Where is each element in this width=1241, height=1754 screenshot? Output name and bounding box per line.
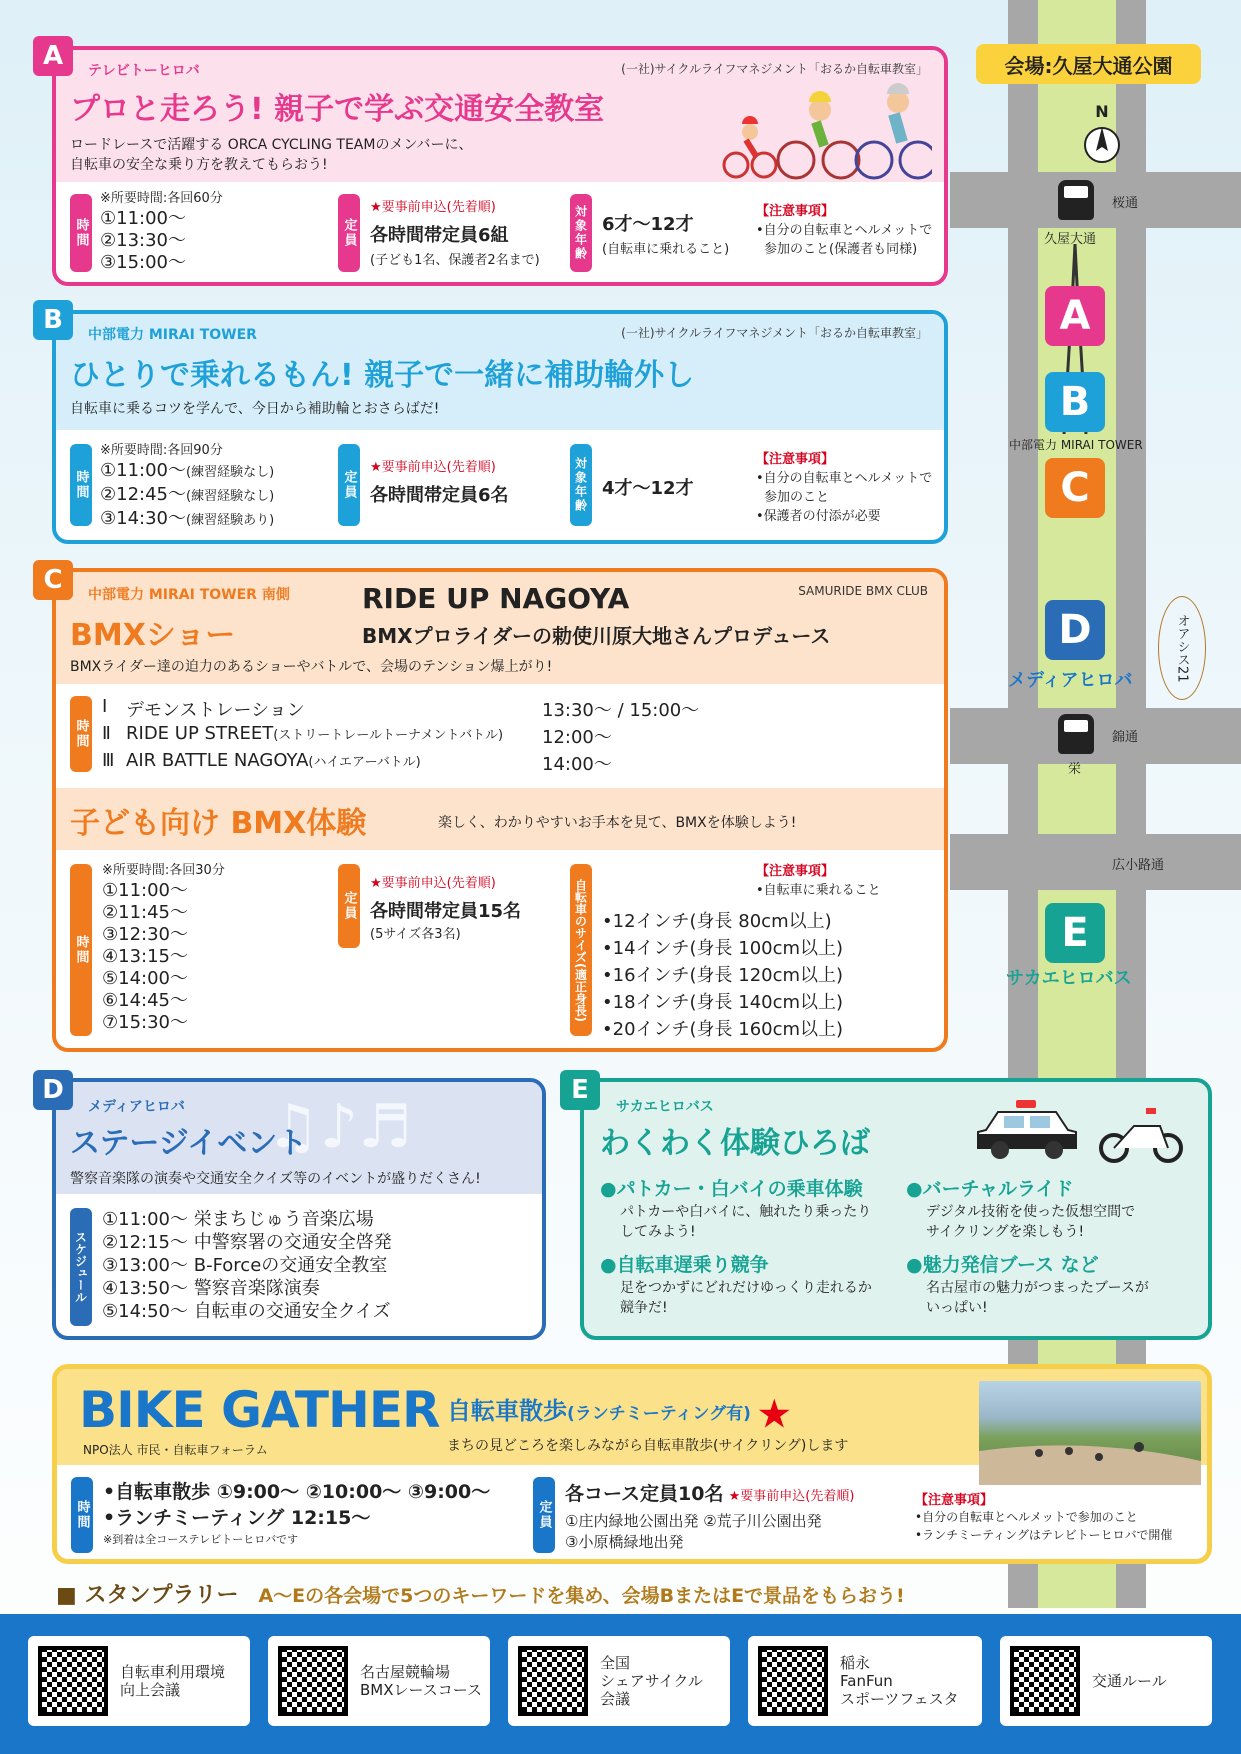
bike-note bbox=[915, 1489, 1172, 1544]
schedule-item: ④13:50〜 警察音楽隊演奏 bbox=[102, 1278, 320, 1299]
section-c-time: ⑤14:00〜 bbox=[102, 968, 189, 989]
map-road-hirokoji bbox=[950, 834, 1241, 890]
section-c-cap-sub: (5サイズ各3名) bbox=[370, 927, 461, 942]
map-label-hirokoji: 広小路通 bbox=[1112, 858, 1165, 873]
music-notes-icon: ♫♪♬ bbox=[266, 1092, 412, 1162]
qr-label: 稲永 FanFun スポーツフェスタ bbox=[840, 1654, 959, 1708]
section-c-lead: BMXライダー達の迫力のあるショーやバトルで、会場のテンション爆上がり! bbox=[70, 659, 553, 675]
section-d-lead: 警察音楽隊の演奏や交通安全クイズ等のイベントが盛りだくさん! bbox=[70, 1171, 481, 1187]
section-c-cap-tag: 定員 bbox=[338, 864, 360, 948]
map-pin-d: D bbox=[1045, 600, 1105, 660]
qr-label: 交通ルール bbox=[1092, 1672, 1167, 1690]
bike-time-1: •自転車散歩 ①9:00〜 ②10:00〜 ③9:00〜 bbox=[103, 1481, 491, 1503]
section-c-duration: ※所要時間:各回30分 bbox=[102, 863, 225, 878]
qr-label: 自転車利用環境 向上会議 bbox=[120, 1663, 226, 1699]
section-c-time: ④13:15〜 bbox=[102, 946, 189, 967]
size-item: •12インチ(身長 80cm以上) bbox=[602, 911, 832, 932]
section-e-title: わくわく体験ひろば bbox=[600, 1126, 870, 1161]
section-b-time-tag: 時間 bbox=[70, 444, 92, 526]
section-c-cap-value: 各時間帯定員15名 bbox=[370, 901, 522, 922]
section-b-org: (一社)サイクルライフマネジメント「おるか自転車教室」 bbox=[621, 326, 928, 340]
north-label: N bbox=[1095, 102, 1109, 121]
section-c-org: SAMURIDE BMX CLUB bbox=[798, 584, 928, 598]
section-b-time-3-sub: (練習経験あり) bbox=[186, 513, 275, 528]
section-b-note-1: •自分の自転車とヘルメットで bbox=[756, 471, 933, 486]
train-icon bbox=[1058, 180, 1094, 220]
section-a-duration: ※所要時間:各回60分 bbox=[100, 191, 223, 206]
section-b-age-tag: 対象年齢 bbox=[570, 444, 592, 526]
section-c-time: ⑦15:30〜 bbox=[102, 1012, 189, 1033]
map-label-sakae: 栄 bbox=[1068, 762, 1082, 777]
map-label-hisaya: 久屋大通 bbox=[1044, 232, 1097, 247]
section-c-letter: C bbox=[33, 560, 73, 600]
section-b-time-2-sub: (練習経験なし) bbox=[186, 489, 275, 504]
qr-code-icon[interactable] bbox=[1010, 1646, 1080, 1716]
star-icon: ★ bbox=[756, 1391, 793, 1438]
section-a-times bbox=[100, 190, 223, 274]
section-a-note-head: 【注意事項】 bbox=[756, 204, 835, 219]
cycling-photo bbox=[979, 1381, 1201, 1485]
section-e-item-head: ●魅力発信ブース など bbox=[906, 1254, 1099, 1276]
section-c-kids-time-tag: 時間 bbox=[70, 864, 92, 1036]
section-c-cap-head: ★要事前申込(先着順) bbox=[370, 876, 496, 891]
schedule-item: ①11:00〜 栄まちじゅう音楽広場 bbox=[102, 1209, 374, 1230]
section-c-shows bbox=[102, 696, 882, 777]
section-c-kids-lead: 楽しく、わかりやすいお手本を見て、BMXを体験しよう! bbox=[438, 815, 797, 831]
section-b bbox=[52, 310, 948, 544]
section-d bbox=[52, 1078, 546, 1340]
section-a-cap-head: ★要事前申込(先着順) bbox=[370, 200, 496, 215]
section-a bbox=[52, 46, 948, 286]
map-oasis: オアシス21 bbox=[1158, 596, 1206, 700]
bike-course-2: ③小原橋緑地出発 bbox=[565, 1533, 684, 1551]
section-a-note bbox=[756, 200, 932, 257]
section-b-time-1: ①11:00〜 bbox=[100, 460, 187, 481]
section-b-note-3: •保護者の付添が必要 bbox=[756, 509, 881, 524]
section-d-tag: スケジュール bbox=[70, 1208, 92, 1326]
bike-cap-head: ★要事前申込(先着順) bbox=[728, 1489, 855, 1504]
show-row: Ⅲ AIR BATTLE NAGOYA(ハイエアーバトル) 14:00〜 bbox=[102, 750, 612, 775]
section-a-lead-1: ロードレースで活躍する ORCA CYCLING TEAMのメンバーに、 bbox=[70, 137, 473, 153]
bike-gather bbox=[52, 1364, 1212, 1564]
qr-code-icon[interactable] bbox=[758, 1646, 828, 1716]
bike-time-3: ※到着は全コーステレビトーヒロバです bbox=[103, 1533, 299, 1546]
section-e-venue: サカエヒロバス bbox=[616, 1099, 714, 1115]
section-b-time-3: ③14:30〜 bbox=[100, 508, 187, 529]
bike-time-2: •ランチミーティング 12:15〜 bbox=[103, 1507, 371, 1529]
schedule-item: ⑤14:50〜 自転車の交通安全クイズ bbox=[102, 1301, 391, 1322]
size-item: •16インチ(身長 120cm以上) bbox=[602, 965, 844, 986]
qr-card[interactable] bbox=[508, 1636, 730, 1726]
section-a-venue: テレビトーヒロバ bbox=[88, 63, 200, 79]
show-row: Ⅱ RIDE UP STREET(ストリートレールトーナメントバトル) 12:00〜 bbox=[102, 723, 612, 748]
section-e-item-head: ●自転車遅乗り競争 bbox=[600, 1254, 769, 1276]
section-b-note-head: 【注意事項】 bbox=[756, 452, 835, 467]
section-a-age-value: 6才〜12才 bbox=[602, 214, 694, 235]
qr-card[interactable] bbox=[1000, 1636, 1212, 1726]
section-a-age-sub: (自転車に乗れること) bbox=[602, 242, 730, 257]
section-b-cap bbox=[370, 456, 509, 507]
bike-cap-tag: 定員 bbox=[533, 1477, 555, 1553]
section-c-time: ①11:00〜 bbox=[102, 880, 189, 901]
section-b-venue: 中部電力 MIRAI TOWER bbox=[88, 327, 257, 343]
qr-card[interactable] bbox=[748, 1636, 982, 1726]
section-a-time-2: ②13:30〜 bbox=[100, 230, 187, 251]
section-d-venue: メディアヒロバ bbox=[88, 1099, 185, 1115]
bike-head-sub: (ランチミーティング有) bbox=[567, 1404, 751, 1424]
map-road-nishiki bbox=[950, 708, 1241, 764]
qr-code-icon[interactable] bbox=[518, 1646, 588, 1716]
section-c-time: ③12:30〜 bbox=[102, 924, 189, 945]
bike-note-head: 【注意事項】 bbox=[915, 1493, 994, 1508]
map-road-sakura bbox=[950, 172, 1241, 228]
section-b-cap-head: ★要事前申込(先着順) bbox=[370, 460, 496, 475]
section-c-title: BMXショー bbox=[70, 618, 236, 653]
section-d-title: ステージイベント bbox=[70, 1126, 308, 1161]
section-b-title: ひとりで乗れるもん! 親子で一緒に補助輪外し bbox=[70, 358, 695, 393]
section-b-age-value: 4才〜12才 bbox=[602, 478, 694, 499]
qr-label: 全国 シェアサイクル 会議 bbox=[600, 1654, 703, 1708]
section-c-time-tag: 時間 bbox=[70, 696, 92, 772]
police-car-icon bbox=[972, 1098, 1082, 1164]
section-e-item: ●バーチャルライド デジタル技術を使った仮想空間で サイクリングを楽しもう! bbox=[906, 1174, 1135, 1241]
stamp-label: ■ スタンプラリー bbox=[56, 1583, 239, 1608]
section-b-note bbox=[756, 448, 932, 524]
section-a-age bbox=[602, 210, 729, 257]
show-row: Ⅰ デモンストレーション 13:30〜 / 15:00〜 bbox=[102, 696, 700, 721]
section-e-letter: E bbox=[560, 1070, 600, 1110]
map-pin-b: B bbox=[1045, 372, 1105, 432]
section-a-time-3: ③15:00〜 bbox=[100, 252, 187, 273]
schedule-item: ③13:00〜 B-Forceの交通安全教室 bbox=[102, 1255, 388, 1276]
section-e bbox=[580, 1078, 1212, 1340]
qr-label: 名古屋競輪場 BMXレースコース bbox=[360, 1663, 483, 1699]
section-a-time-tag: 時間 bbox=[70, 194, 92, 272]
qr-card[interactable] bbox=[28, 1636, 250, 1726]
section-c-note-head: 【注意事項】 bbox=[756, 864, 835, 879]
qr-code-icon[interactable] bbox=[38, 1646, 108, 1716]
bike-time-tag: 時間 bbox=[71, 1477, 93, 1553]
section-c-note bbox=[756, 860, 881, 898]
schedule-item: ②12:15〜 中警察署の交通安全啓発 bbox=[102, 1232, 392, 1253]
section-a-note-1: •自分の自転車とヘルメットで bbox=[756, 223, 933, 238]
section-e-item-head: ●バーチャルライド bbox=[906, 1178, 1074, 1200]
bike-note-1: •自分の自転車とヘルメットで参加のこと bbox=[915, 1510, 1138, 1524]
size-item: •20インチ(身長 160cm以上) bbox=[602, 1019, 844, 1040]
section-e-item: ●パトカー・白バイの乗車体験 パトカーや白バイに、触れたり乗ったり してみよう! bbox=[600, 1174, 871, 1241]
qr-card[interactable] bbox=[268, 1636, 490, 1726]
section-b-time-1-sub: (練習経験なし) bbox=[186, 465, 275, 480]
stamp-text: A〜Eの各会場で5つのキーワードを集め、会場BまたはEで景品をもらおう! bbox=[258, 1585, 905, 1607]
section-c-size-tag: 自転車のサイズ(適正身長) bbox=[570, 864, 592, 1036]
section-e-item: ●自転車遅乗り競争 足をつかずにどれだけゆっくり走れるか 競争だ! bbox=[600, 1250, 872, 1317]
bike-head bbox=[447, 1391, 792, 1438]
section-c bbox=[52, 568, 948, 1052]
north-icon bbox=[1082, 102, 1122, 168]
section-d-items bbox=[102, 1208, 392, 1323]
bike-lead: まちの見どころを楽しみながら自転車散歩(サイクリング)します bbox=[447, 1438, 849, 1454]
map-label-sakaehirobas: サカエヒロバス bbox=[1006, 968, 1132, 989]
size-item: •14インチ(身長 100cm以上) bbox=[602, 938, 844, 959]
section-e-item: ●魅力発信ブース など 名古屋市の魅力がつまったブースが いっぱい! bbox=[906, 1250, 1149, 1317]
cyclists-illustration bbox=[716, 80, 932, 180]
venue-badge: 会場:久屋大通公園 bbox=[976, 44, 1201, 84]
section-b-lead: 自転車に乗るコツを学んで、今日から補助輪とおさらばだ! bbox=[70, 401, 440, 417]
size-item: •18インチ(身長 140cm以上) bbox=[602, 992, 844, 1013]
section-c-sub-2: BMXプロライダーの勅使川原大地さんプロデュース bbox=[362, 624, 831, 648]
section-a-time-1: ①11:00〜 bbox=[100, 208, 187, 229]
section-b-letter: B bbox=[33, 300, 73, 340]
qr-code-icon[interactable] bbox=[278, 1646, 348, 1716]
section-e-item-head: ●パトカー・白バイの乗車体験 bbox=[600, 1178, 863, 1200]
map-pin-a: A bbox=[1045, 286, 1105, 346]
bike-cap-value: 各コース定員10名 bbox=[565, 1483, 724, 1505]
section-b-cap-tag: 定員 bbox=[338, 444, 360, 526]
map-pin-e: E bbox=[1045, 903, 1105, 963]
bike-cap bbox=[565, 1479, 854, 1552]
section-a-cap-tag: 定員 bbox=[338, 194, 360, 272]
section-c-sub-1: RIDE UP NAGOYA bbox=[362, 582, 630, 615]
section-a-note-2: 参加のこと(保護者も同様) bbox=[764, 242, 918, 257]
section-a-cap-value: 各時間帯定員6組 bbox=[370, 225, 509, 246]
map-label-media: メディアヒロバ bbox=[1008, 670, 1133, 691]
section-d-letter: D bbox=[33, 1070, 73, 1110]
section-b-note-2: 参加のこと bbox=[764, 490, 830, 505]
bike-org: NPO法人 市民・自転車フォーラム bbox=[83, 1443, 268, 1457]
section-c-cap bbox=[370, 872, 521, 942]
bike-title: BIKE GATHER bbox=[79, 1381, 440, 1439]
section-c-kids-title: 子ども向け BMX体験 bbox=[70, 806, 367, 841]
section-b-time-2: ②12:45〜 bbox=[100, 484, 187, 505]
map-label-tower: 中部電力 MIRAI TOWER bbox=[1009, 438, 1143, 452]
stamp-rally bbox=[56, 1578, 905, 1609]
section-b-cap-value: 各時間帯定員6名 bbox=[370, 485, 509, 506]
section-a-org: (一社)サイクルライフマネジメント「おるか自転車教室」 bbox=[621, 62, 928, 76]
section-b-times bbox=[100, 442, 274, 532]
section-a-cap bbox=[370, 196, 540, 268]
section-a-cap-sub: (子ども1名、保護者2名まで) bbox=[370, 253, 540, 268]
section-c-note-1: •自転車に乗れること bbox=[756, 883, 881, 898]
section-a-title: プロと走ろう! 親子で学ぶ交通安全教室 bbox=[70, 92, 605, 127]
section-a-age-tag: 対象年齢 bbox=[570, 194, 592, 272]
police-bike-icon bbox=[1098, 1104, 1184, 1164]
section-b-duration: ※所要時間:各回90分 bbox=[100, 443, 223, 458]
train-icon bbox=[1058, 714, 1094, 754]
map-label-nishiki: 錦通 bbox=[1112, 730, 1139, 745]
map-label-sakura: 桜通 bbox=[1112, 196, 1139, 211]
section-c-time: ⑥14:45〜 bbox=[102, 990, 189, 1011]
bike-head-main: 自転車散歩 bbox=[447, 1397, 567, 1425]
bike-course-1: ①庄内緑地公園出発 ②荒子川公園出発 bbox=[565, 1512, 822, 1530]
bike-times bbox=[103, 1479, 490, 1547]
section-a-lead-2: 自転車の安全な乗り方を教えてもらおう! bbox=[70, 157, 328, 173]
section-c-venue: 中部電力 MIRAI TOWER 南側 bbox=[88, 587, 290, 603]
map-pin-c: C bbox=[1045, 458, 1105, 518]
section-c-time: ②11:45〜 bbox=[102, 902, 189, 923]
section-c-kids-times bbox=[102, 862, 225, 1034]
bike-note-2: •ランチミーティングはテレビトーヒロバで開催 bbox=[915, 1528, 1173, 1542]
section-c-sizes bbox=[602, 908, 843, 1043]
section-a-letter: A bbox=[33, 36, 73, 76]
